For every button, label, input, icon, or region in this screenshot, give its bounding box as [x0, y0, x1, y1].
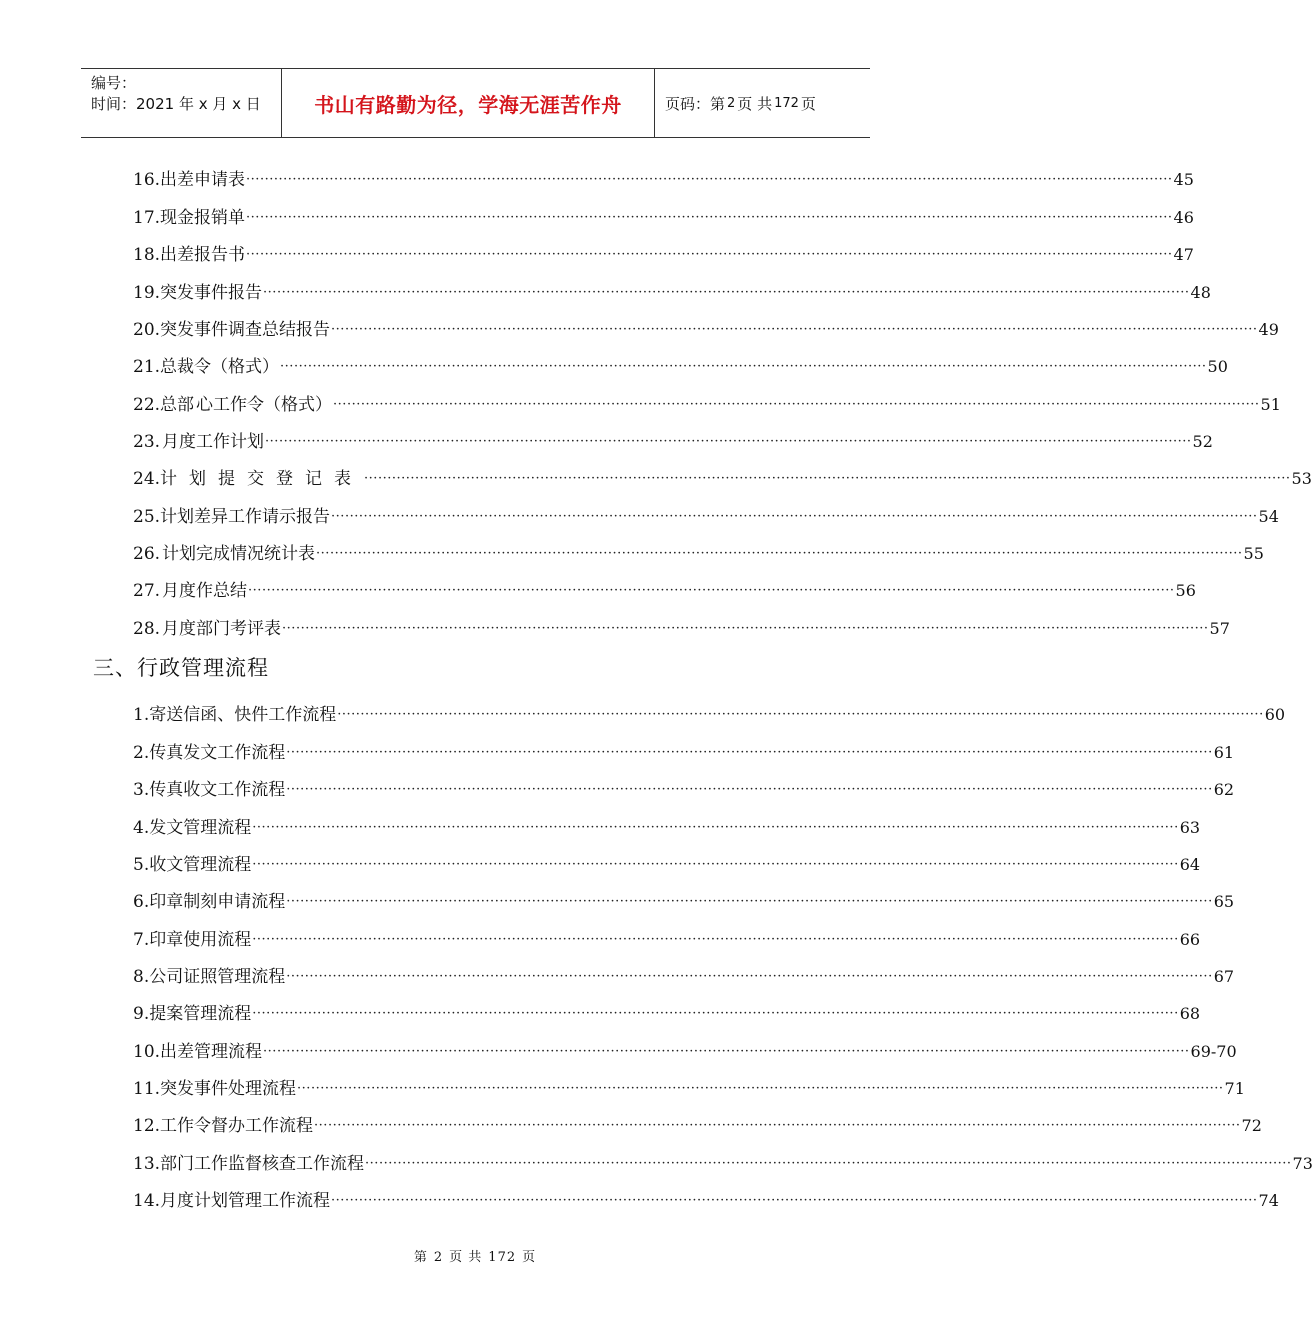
- toc-entry-page: 62: [1213, 780, 1235, 799]
- toc-entry[interactable]: [133, 430, 1213, 454]
- leader-dots: ········································································································································································································: [246, 247, 1173, 262]
- toc-entry-number: 18.: [133, 245, 161, 265]
- toc-entry-number: 28.: [133, 619, 161, 639]
- toc-entry-number: 23.: [133, 432, 161, 452]
- page-total: 172: [774, 95, 799, 111]
- toc-entry-number: 19.: [133, 283, 161, 303]
- toc-entry-number: 24.: [133, 469, 161, 489]
- toc-entry-title: 出差申请表: [160, 170, 246, 190]
- leader-dots: ········································································································································································································: [265, 434, 1192, 449]
- leader-dots: ········································································································································································································: [263, 285, 1190, 300]
- toc-entry-title: 传真收文工作流程: [149, 780, 286, 800]
- toc-entry-number: 5.: [133, 855, 150, 875]
- header-motto: 书山有路勤为径，学海无涯苦作舟: [282, 69, 655, 137]
- page-header: [81, 68, 870, 138]
- toc-entry[interactable]: [133, 318, 1279, 342]
- toc-entry[interactable]: [133, 1152, 1313, 1176]
- footer-mid: 页 共: [449, 1250, 483, 1265]
- toc-entry-page: 60: [1264, 705, 1286, 724]
- toc-entry-number: 6.: [133, 892, 150, 912]
- leader-dots: ········································································································································································································: [286, 782, 1213, 797]
- toc-entry-page: 48: [1190, 283, 1211, 302]
- toc-entry-title: 工作令督办工作流程: [160, 1116, 314, 1136]
- toc-entry-page: 50: [1207, 357, 1228, 376]
- toc-entry-title: 计划提交登记表: [160, 469, 364, 489]
- toc-entry[interactable]: [133, 1002, 1201, 1026]
- toc-entry-number: 8.: [133, 967, 150, 987]
- toc-entry-page: 49: [1258, 320, 1279, 339]
- leader-dots: ········································································································································································································: [246, 210, 1173, 225]
- toc-entry-title: 月度计划管理工作流程: [160, 1191, 331, 1211]
- toc-entry-number: 16.: [133, 170, 161, 190]
- toc-entry-page: 47: [1173, 245, 1194, 264]
- leader-dots: ········································································································································································································: [331, 1193, 1258, 1208]
- toc-entry-number: 22.: [133, 395, 161, 415]
- footer-suffix: 页: [522, 1250, 537, 1265]
- toc-entry[interactable]: [133, 816, 1201, 840]
- toc-entry[interactable]: [133, 741, 1235, 765]
- toc-entry-page: 57: [1209, 619, 1230, 638]
- toc-entry-title: 突发事件调查总结报告: [160, 320, 331, 340]
- leader-dots: ········································································································································································································: [365, 1156, 1292, 1171]
- toc-entry-title: 发文管理流程: [149, 818, 252, 838]
- toc-entry-number: 21.: [133, 357, 161, 377]
- leader-dots: ········································································································································································································: [314, 1118, 1241, 1133]
- toc-entry[interactable]: [133, 542, 1264, 566]
- page-suffix: 页: [800, 94, 816, 113]
- toc-entry[interactable]: [133, 853, 1201, 877]
- toc-entry[interactable]: [133, 281, 1211, 305]
- toc-entry[interactable]: [133, 1040, 1237, 1064]
- toc-entry-page: 64: [1179, 855, 1201, 874]
- toc-entry-number: 4.: [133, 818, 150, 838]
- toc-entry[interactable]: [133, 778, 1235, 802]
- toc-entry-number: 12.: [133, 1116, 161, 1136]
- toc-entry-page: 53: [1291, 469, 1312, 488]
- toc-entry[interactable]: [133, 243, 1194, 267]
- toc-entry-number: 1.: [133, 705, 150, 725]
- leader-dots: ········································································································································································································: [297, 1081, 1224, 1096]
- toc-entry-page: 65: [1213, 892, 1235, 911]
- toc-entry-number: 25.: [133, 507, 161, 527]
- doc-date-label: 时间：2021 年 x 月 x 日: [91, 95, 261, 113]
- toc-entry-page: 72: [1241, 1116, 1262, 1135]
- toc-entry-title: 总裁令（格式）: [160, 357, 280, 377]
- toc-entry-page: 74: [1258, 1191, 1279, 1210]
- leader-dots: ········································································································································································································: [316, 546, 1243, 561]
- toc-entry-title: 计划差异工作请示报告: [160, 507, 331, 527]
- toc-entry-page: 51: [1260, 395, 1281, 414]
- toc-entry[interactable]: [133, 965, 1235, 989]
- toc-entry-page: 46: [1173, 208, 1194, 227]
- toc-entry[interactable]: [133, 703, 1286, 727]
- toc-entry[interactable]: [133, 355, 1228, 379]
- toc-entry[interactable]: [133, 206, 1194, 230]
- toc-entry-title: 突发事件处理流程: [160, 1079, 297, 1099]
- leader-dots: ········································································································································································································: [286, 969, 1213, 984]
- toc-entry-page: 54: [1258, 507, 1279, 526]
- toc-entry-page: 56: [1175, 581, 1196, 600]
- page-mid: 页 共: [737, 94, 773, 113]
- toc-entry[interactable]: [133, 467, 1312, 491]
- toc-entry[interactable]: [133, 579, 1196, 603]
- toc-entry-number: 3.: [133, 780, 150, 800]
- toc-entry-page: 45: [1173, 170, 1194, 189]
- toc-entry-title: 出差报告书: [160, 245, 246, 265]
- doc-number-label: 编号：: [91, 74, 137, 92]
- footer-total: 172: [488, 1250, 517, 1265]
- toc-entry-number: 17.: [133, 208, 161, 228]
- leader-dots: ········································································································································································································: [333, 397, 1260, 412]
- leader-dots: ········································································································································································································: [331, 322, 1258, 337]
- toc-entry[interactable]: [133, 617, 1230, 641]
- leader-dots: ········································································································································································································: [252, 932, 1179, 947]
- toc-entry-title: 月度工作计划: [162, 432, 265, 452]
- toc-entry-title: 计划完成情况统计表: [162, 544, 316, 564]
- toc-entry-title: 公司证照管理流程: [149, 967, 286, 987]
- toc-entry-number: 2.: [133, 743, 150, 763]
- toc-entry-number: 9.: [133, 1004, 150, 1024]
- toc-entry-title: 印章制刻申请流程: [149, 892, 286, 912]
- toc-entry-page: 67: [1213, 967, 1235, 986]
- toc-entry[interactable]: [133, 1189, 1279, 1213]
- leader-dots: ········································································································································································································: [282, 621, 1209, 636]
- toc-entry[interactable]: [133, 1114, 1262, 1138]
- toc-entry-page: 73: [1292, 1154, 1313, 1173]
- toc-entry-number: 11.: [133, 1079, 161, 1099]
- toc-entry-page: 66: [1179, 930, 1201, 949]
- toc-entry[interactable]: [133, 505, 1279, 529]
- toc-entry-title: 现金报销单: [160, 208, 246, 228]
- leader-dots: ········································································································································································································: [331, 509, 1258, 524]
- toc-entry-title: 传真发文工作流程: [149, 743, 286, 763]
- toc-entry-number: 7.: [133, 930, 150, 950]
- toc-entry-title: 月度作总结: [162, 581, 248, 601]
- leader-dots: ········································································································································································································: [263, 1044, 1190, 1059]
- toc-entry-title: 寄送信函、快件工作流程: [149, 705, 337, 725]
- toc-entry-title: 提案管理流程: [149, 1004, 252, 1024]
- toc-entry-title: 心工作令（格式）: [196, 395, 333, 415]
- toc-entry-title: 收文管理流程: [149, 855, 252, 875]
- section-heading: 三、行政管理流程: [93, 656, 269, 680]
- toc-entry[interactable]: [133, 393, 1281, 417]
- toc-entry[interactable]: [133, 890, 1235, 914]
- leader-dots: ········································································································································································································: [252, 1006, 1179, 1021]
- toc-entry-number: 13.: [133, 1154, 161, 1174]
- footer-prefix: 第: [413, 1250, 428, 1265]
- toc-entry-number: 27.: [133, 581, 161, 601]
- toc-entry-title: 印章使用流程: [149, 930, 252, 950]
- toc-entry-page: 68: [1179, 1004, 1201, 1023]
- leader-dots: ········································································································································································································: [248, 583, 1175, 598]
- leader-dots: ········································································································································································································: [286, 745, 1213, 760]
- leader-dots: ········································································································································································································: [246, 172, 1173, 187]
- leader-dots: ········································································································································································································: [337, 707, 1264, 722]
- page-number: 2: [727, 95, 736, 111]
- toc-entry-page: 63: [1179, 818, 1201, 837]
- toc-entry[interactable]: [133, 168, 1194, 192]
- toc-entry-title-prefix: 总部: [160, 395, 195, 415]
- leader-dots: ········································································································································································································: [286, 894, 1213, 909]
- toc-entry-page: 52: [1192, 432, 1213, 451]
- toc-entry-page: 55: [1243, 544, 1264, 563]
- toc-entry-title: 突发事件报告: [160, 283, 263, 303]
- header-page-info: [655, 69, 870, 137]
- toc-entry-page: 69-70: [1190, 1042, 1237, 1061]
- toc-entry-page: 71: [1224, 1079, 1245, 1098]
- toc-entry-number: 26.: [133, 544, 161, 564]
- toc-entry-number: 10.: [133, 1042, 161, 1062]
- footer-page: 2: [433, 1250, 444, 1265]
- toc-entry-number: 20.: [133, 320, 161, 340]
- toc-entry[interactable]: [133, 1077, 1245, 1101]
- header-meta: [81, 69, 282, 137]
- toc-entry-title: 月度部门考评表: [162, 619, 282, 639]
- toc-entry-page: 61: [1213, 743, 1235, 762]
- page-prefix: 页码：第: [665, 94, 726, 113]
- toc-entry[interactable]: [133, 928, 1201, 952]
- toc-entry-title: 部门工作监督核查工作流程: [160, 1154, 365, 1174]
- toc-entry-title: 出差管理流程: [160, 1042, 263, 1062]
- leader-dots: ········································································································································································································: [364, 471, 1291, 486]
- leader-dots: ········································································································································································································: [252, 820, 1179, 835]
- leader-dots: ········································································································································································································: [252, 857, 1179, 872]
- leader-dots: ········································································································································································································: [280, 359, 1207, 374]
- toc-entry-number: 14.: [133, 1191, 161, 1211]
- page-footer: [0, 1246, 950, 1265]
